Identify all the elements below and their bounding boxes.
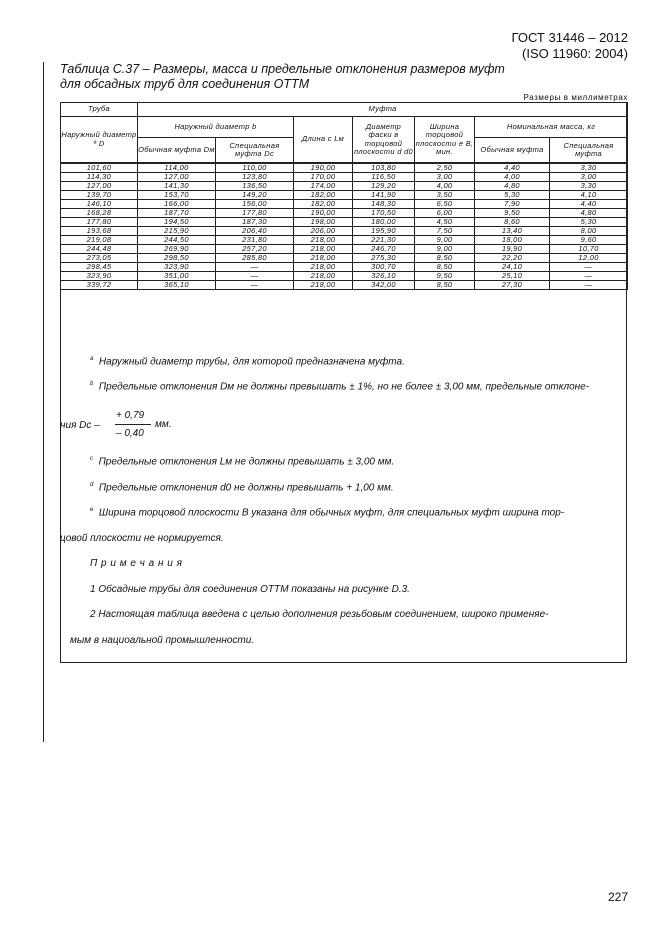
header-chamfer-diameter: Диаметр фаски в торцовой плоскости d d0 xyxy=(353,117,415,164)
table-cell: 25,10 xyxy=(475,272,550,281)
table-cell: — xyxy=(216,281,294,290)
footnote-c-text: Предельные отклонения Lм не должны превышать ± 3,00 мм. xyxy=(98,456,395,468)
table-cell: 219,08 xyxy=(61,236,138,245)
table-cell: 148,30 xyxy=(353,200,415,209)
table-cell: 127,00 xyxy=(61,182,138,191)
table-cell: 244,50 xyxy=(138,236,216,245)
table-cell: 195,90 xyxy=(353,227,415,236)
header-pipe: Труба xyxy=(61,103,138,117)
table-cell: 300,70 xyxy=(353,263,415,272)
header-regular-dm: Обычная муфта Dм xyxy=(138,138,216,164)
table-cell: 3,00 xyxy=(550,173,628,182)
table-cell: 298,45 xyxy=(61,263,138,272)
table-cell: 123,80 xyxy=(216,173,294,182)
table-cell: — xyxy=(550,263,628,272)
table-row xyxy=(61,236,628,245)
note-2: 2 Настоящая таблица введена с целью дополнения резьбовым соединением, широко применяе- xyxy=(90,609,549,620)
table-row xyxy=(61,254,628,263)
table-row xyxy=(61,263,628,272)
table-cell: 127,00 xyxy=(138,173,216,182)
header-pipe-outer-diameter-text: Наружный диаметр ª D xyxy=(61,130,137,148)
table-cell: 194,50 xyxy=(138,218,216,227)
table-cell: 174,00 xyxy=(294,182,353,191)
table-cell: 8,50 xyxy=(415,281,475,290)
footnote-b-unit: мм. xyxy=(155,419,172,430)
table-cell: 180,00 xyxy=(353,218,415,227)
table-cell: 218,00 xyxy=(294,281,353,290)
table-cell: 7,90 xyxy=(475,200,550,209)
table-row xyxy=(61,272,628,281)
table-cell: 193,68 xyxy=(61,227,138,236)
table-cell: 4,50 xyxy=(415,218,475,227)
header-mass-regular: Обычная муфта xyxy=(475,138,550,164)
header-length: Длина c Lм xyxy=(294,117,353,164)
footnote-mark-d: d xyxy=(90,482,94,488)
table-cell: 218,00 xyxy=(294,254,353,263)
header-outer-diameter: Наружный диаметр b xyxy=(138,117,294,138)
table-cell: 6,00 xyxy=(415,209,475,218)
table-cell: 4,40 xyxy=(550,200,628,209)
table-cell: 156,00 xyxy=(216,200,294,209)
table-title-line2: для обсадных труб для соединения ОТТМ xyxy=(60,77,310,91)
note-1: 1 Обсадные трубы для соединения ОТТМ показаны на рисунке D.3. xyxy=(90,584,410,595)
table-cell: — xyxy=(216,272,294,281)
header-pipe-outer-diameter xyxy=(61,117,138,164)
table-cell: 170,50 xyxy=(353,209,415,218)
table-cell: 9,60 xyxy=(550,236,628,245)
table-cell: 231,80 xyxy=(216,236,294,245)
table-cell: 24,10 xyxy=(475,263,550,272)
table-row xyxy=(61,218,628,227)
table-cell: 285,80 xyxy=(216,254,294,263)
footnote-a xyxy=(90,356,405,367)
table-cell: 190,00 xyxy=(294,163,353,173)
table-cell: 27,30 xyxy=(475,281,550,290)
footnote-b-prefix: ния Dс – xyxy=(60,420,100,431)
footnote-a-text: Наружный диаметр трубы, для которой предназначена муфта. xyxy=(98,356,405,368)
table-cell: 339,72 xyxy=(61,281,138,290)
table-cell: 141,90 xyxy=(353,191,415,200)
table-body xyxy=(61,163,628,290)
table-cell: 187,70 xyxy=(138,209,216,218)
table-cell: 3,00 xyxy=(415,173,475,182)
table-cell: 153,70 xyxy=(138,191,216,200)
table-cell: 218,00 xyxy=(294,236,353,245)
table-cell: 365,10 xyxy=(138,281,216,290)
table-cell: 8,50 xyxy=(415,254,475,263)
table-cell: 187,30 xyxy=(216,218,294,227)
margin-rule xyxy=(43,62,44,742)
table-cell: 257,20 xyxy=(216,245,294,254)
table-cell: 4,10 xyxy=(550,191,628,200)
table-cell: — xyxy=(550,281,628,290)
table-cell: 4,00 xyxy=(415,182,475,191)
header-mass-special: Специальная муфта xyxy=(550,138,628,164)
dimensions-table xyxy=(60,102,628,290)
table-cell: 218,00 xyxy=(294,245,353,254)
table-cell: 8,60 xyxy=(475,218,550,227)
table-title xyxy=(60,62,505,92)
table-cell: 110,00 xyxy=(216,163,294,173)
header-coupling: Муфта xyxy=(138,103,628,117)
table-cell: 141,30 xyxy=(138,182,216,191)
table-cell: 3,30 xyxy=(550,163,628,173)
table-cell: 136,50 xyxy=(216,182,294,191)
footnote-e-text: Ширина торцовой плоскости B указана для обычных муфт, для специальных муфт ширина тор- xyxy=(98,507,565,519)
table-row xyxy=(61,173,628,182)
table-cell: — xyxy=(216,263,294,272)
table-cell: 6,50 xyxy=(415,200,475,209)
table-cell: 2,50 xyxy=(415,163,475,173)
table-cell: 8,00 xyxy=(550,227,628,236)
table-row xyxy=(61,209,628,218)
table-cell: 4,80 xyxy=(550,209,628,218)
table-cell: 215,90 xyxy=(138,227,216,236)
table-cell: 114,00 xyxy=(138,163,216,173)
header-nominal-mass: Номинальная масса, кг xyxy=(475,117,628,138)
table-row xyxy=(61,163,628,173)
table-row xyxy=(61,182,628,191)
table-cell: 18,00 xyxy=(475,236,550,245)
table-cell: 5,30 xyxy=(475,191,550,200)
footnote-mark-a: a xyxy=(90,356,94,362)
tolerance-plus: + 0,79 xyxy=(116,410,145,421)
table-title-line1: Таблица С.37 – Размеры, масса и предельные отклонения размеров муфт xyxy=(60,62,505,76)
table-cell: 218,00 xyxy=(294,263,353,272)
table-cell: 19,90 xyxy=(475,245,550,254)
table-cell: 5,30 xyxy=(550,218,628,227)
page-number: 227 xyxy=(607,890,628,904)
table-cell: 326,10 xyxy=(353,272,415,281)
table-cell: 177,80 xyxy=(216,209,294,218)
footnote-d-text: Предельные отклонения d0 не должны превышать + 1,00 мм. xyxy=(98,482,394,494)
fraction-bar xyxy=(115,424,151,425)
table-cell: 273,05 xyxy=(61,254,138,263)
footnote-d xyxy=(90,482,394,493)
table-cell: 246,70 xyxy=(353,245,415,254)
table-cell: 269,90 xyxy=(138,245,216,254)
notes-heading: П р и м е ч а н и я xyxy=(90,558,183,569)
table-cell: 275,30 xyxy=(353,254,415,263)
table-row xyxy=(61,200,628,209)
table-row xyxy=(61,227,628,236)
footnote-mark-c: c xyxy=(90,456,93,462)
footnote-b xyxy=(90,381,589,392)
table-cell: 22,20 xyxy=(475,254,550,263)
table-cell: 190,00 xyxy=(294,209,353,218)
table-cell: 351,00 xyxy=(138,272,216,281)
tolerance-minus: – 0,40 xyxy=(116,428,144,439)
footnote-mark-e: e xyxy=(90,507,94,513)
table-cell: 182,00 xyxy=(294,191,353,200)
table-cell: 146,10 xyxy=(61,200,138,209)
table-cell: 10,70 xyxy=(550,245,628,254)
table-cell: 9,50 xyxy=(475,209,550,218)
table-cell: 4,40 xyxy=(475,163,550,173)
table-cell: 149,20 xyxy=(216,191,294,200)
table-cell: 4,00 xyxy=(475,173,550,182)
table-cell: 12,00 xyxy=(550,254,628,263)
table-cell: 198,00 xyxy=(294,218,353,227)
table-cell: 168,28 xyxy=(61,209,138,218)
table-row xyxy=(61,245,628,254)
header-special-dc: Специальная муфта Dс xyxy=(216,138,294,164)
table-cell: 182,00 xyxy=(294,200,353,209)
table-cell: 7,50 xyxy=(415,227,475,236)
table-cell: 4,80 xyxy=(475,182,550,191)
iso-reference: (ISO 11960: 2004) xyxy=(522,46,628,61)
table-cell: 177,80 xyxy=(61,218,138,227)
table-cell: 13,40 xyxy=(475,227,550,236)
table-cell: 323,90 xyxy=(61,272,138,281)
table-cell: 3,50 xyxy=(415,191,475,200)
table-cell: 170,00 xyxy=(294,173,353,182)
table-cell: 221,30 xyxy=(353,236,415,245)
header-face-width: Ширина торцовой плоскости e B, мин. xyxy=(415,117,475,164)
footnote-e-cont: цовой плоскости не нормируется. xyxy=(60,533,224,544)
table-cell: 9,50 xyxy=(415,272,475,281)
table-cell: 8,50 xyxy=(415,263,475,272)
table-cell: 3,30 xyxy=(550,182,628,191)
table-cell: — xyxy=(550,272,628,281)
table-row xyxy=(61,281,628,290)
table-cell: 101,60 xyxy=(61,163,138,173)
standard-code: ГОСТ 31446 – 2012 xyxy=(511,30,628,45)
table-cell: 116,50 xyxy=(353,173,415,182)
table-cell: 323,90 xyxy=(138,263,216,272)
table-cell: 298,50 xyxy=(138,254,216,263)
footnote-b-text: Предельные отклонения Dм не должны превышать ± 1%, но не более ± 3,00 мм, предельные отклоне- xyxy=(98,381,590,393)
table-cell: 206,00 xyxy=(294,227,353,236)
table-cell: 114,30 xyxy=(61,173,138,182)
table-cell: 342,00 xyxy=(353,281,415,290)
footnote-e xyxy=(90,507,564,518)
table-cell: 218,00 xyxy=(294,272,353,281)
footnote-mark-b: b xyxy=(90,381,94,387)
table-cell: 103,80 xyxy=(353,163,415,173)
footnote-c xyxy=(90,456,394,467)
table-cell: 9,00 xyxy=(415,245,475,254)
table-row xyxy=(61,191,628,200)
table-cell: 166,00 xyxy=(138,200,216,209)
table-cell: 9,00 xyxy=(415,236,475,245)
table-cell: 244,48 xyxy=(61,245,138,254)
units-note: Размеры в миллиметрах xyxy=(523,93,628,102)
table-cell: 206,40 xyxy=(216,227,294,236)
note-2-cont: мым в нациоальной промышленности. xyxy=(70,635,255,646)
table-cell: 129,20 xyxy=(353,182,415,191)
table-cell: 139,70 xyxy=(61,191,138,200)
